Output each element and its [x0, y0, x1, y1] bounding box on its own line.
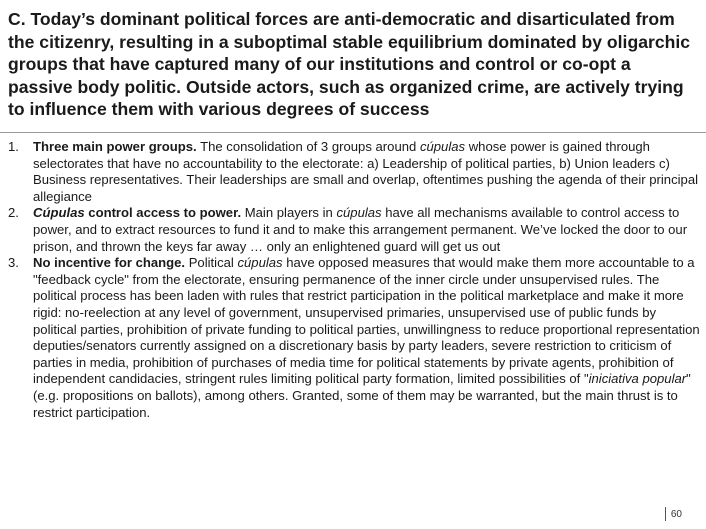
slide-title: C. Today’s dominant political forces are anti-democratic and disarticulated from the citizenry, resulting in a suboptimal stable equilibrium dominated by oligarchic groups that have captured many of our institutions and control or co-opt a passive body politic. Outside actors, such as organized crime, are actively trying to influence them with various degrees of success: [8, 9, 691, 119]
list-item-2: [8, 205, 702, 255]
item-heading: No incentive for change.: [33, 255, 186, 271]
page-number: 60: [670, 508, 682, 520]
list-item-1: [8, 139, 702, 205]
item-term: iniciativa popular: [588, 371, 687, 387]
item-heading-term: Cúpulas: [33, 205, 85, 221]
points-list: [8, 139, 702, 421]
item-number: 2.: [8, 205, 19, 221]
item-text: Main players in: [241, 205, 337, 221]
item-text: The consolidation of 3 groups around: [196, 139, 420, 154]
item-number: 3.: [8, 255, 19, 271]
item-text: Political: [185, 255, 238, 271]
title-divider: [0, 132, 706, 133]
item-text: whose power is gained through selectorates that have no accountability to the electorate: a) Leadership of political parties, b) Union leaders c) Business representatives. Their leaderships are small and overlap, oftentimes pushing the agenda of their principal allegiance: [33, 139, 699, 204]
item-text: " (e.g. propositions on ballots), among others. Granted, some of them may be warranted, but the main thrust is to restrict participation.: [33, 371, 691, 420]
item-number: 1.: [8, 139, 19, 154]
list-item-3: [8, 255, 702, 421]
page-footer: [665, 507, 682, 521]
item-text: have opposed measures that would make them more accountable to a "feedback cycle" from the electorate, ensuring permanence of the inner circle under unsupervised rules. The political process has been laden with rules that restrict participation in the political marketplace and make it more rigid: no-reelection at any level of government, unsupervised primaries, unsupervised use of public funds by political parties, prohibition of private funding to political parties, unwillingness to reduce proportional representation deputies/senators currently assigned on a discretionary basis by party leaders, severe restriction to criticism of parties in media, prohibition of purchases of media time for political statements by private agents, prohibition of independent candidacies, stringent rules limiting political party formation, limited possibilities of ": [33, 255, 700, 387]
item-text: have all mechanisms available to control access to power, and to extract resources to fund it and to make this arrangement permanent. We’ve locked the door to our prison, and thrown the keys far away … only an enlightened guard will get us out: [33, 205, 688, 254]
item-heading: Three main power groups.: [33, 139, 197, 154]
item-heading-text: control access to power.: [84, 205, 242, 221]
item-term: cúpulas: [237, 255, 283, 271]
item-term: cúpulas: [419, 139, 466, 154]
item-heading: [33, 205, 241, 220]
item-term: cúpulas: [336, 205, 382, 221]
footer-divider: [665, 507, 666, 521]
